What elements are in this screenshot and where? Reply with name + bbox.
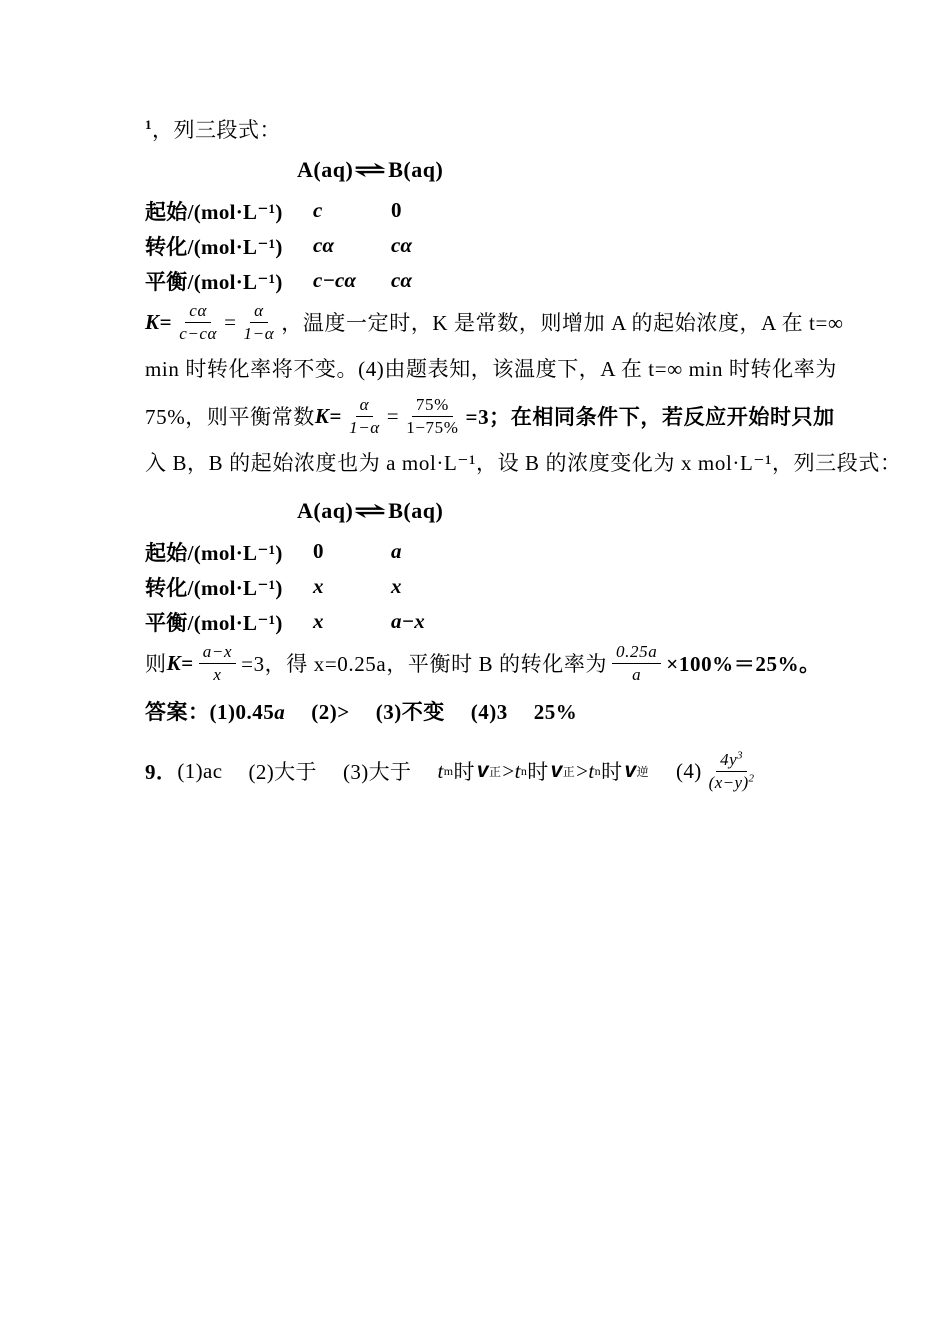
fraction-numerator: α (356, 394, 374, 416)
fraction-numerator: cα (185, 300, 211, 322)
v-variable: v (624, 759, 637, 782)
intro-line (145, 110, 815, 145)
fraction-a-minus-x-over-x (199, 641, 236, 685)
v-variable: v (550, 759, 563, 782)
answer-part-1-variable: a (274, 700, 286, 724)
q9-answer-4-label: (4) (675, 758, 702, 783)
equals-sign: = (181, 650, 194, 675)
paragraph-text: 75%，则平衡常数 (145, 405, 315, 429)
fraction-denominator: c−cα (179, 323, 218, 343)
fraction-denominator (707, 772, 757, 793)
fraction-denominator: 1−75% (406, 417, 459, 437)
row-value-a: c−cα (313, 268, 356, 292)
answer-line (145, 687, 815, 737)
fraction-numerator: a−x (199, 641, 236, 663)
fraction-numerator: α (250, 300, 268, 322)
superscript-one: 1 (145, 117, 152, 132)
paragraph-line-k2 (145, 392, 835, 440)
numerator-base: 4y (720, 750, 738, 770)
row-value-b: a (391, 539, 402, 563)
row-label: 转化/(mol·L⁻¹) (145, 575, 283, 600)
shi-character: 时 (527, 760, 549, 784)
fraction-denominator: 1−α (243, 323, 275, 343)
fraction-alpha-over-1-minus-alpha (347, 394, 382, 438)
row-label: 平衡/(mol·L⁻¹) (145, 610, 283, 635)
q9-answer-2: (2)大于 (248, 760, 317, 784)
fraction-denominator: 1−α (349, 417, 380, 437)
row-value-b: cα (391, 233, 412, 257)
fraction-numerator: 0.25a (612, 641, 661, 663)
greater-than-sign: > (576, 758, 589, 783)
paragraph-text: =3；在相同条件下，若反应开始时只加 (465, 405, 835, 429)
fraction-4y3-over-x-minus-y-squared (707, 749, 757, 793)
row-value-a: 0 (313, 539, 324, 563)
v-subscript: 正 (562, 764, 576, 779)
equation-right: B(aq) (388, 498, 444, 523)
paragraph-text: =3，得 x=0.25a，平衡时 B 的转化率为 (241, 652, 608, 676)
greater-than-sign: > (502, 758, 515, 783)
paragraph-line-k1 (145, 298, 844, 346)
equation-right: B(aq) (388, 157, 444, 182)
row-value-b: a−x (391, 609, 425, 633)
answer-part-5: 25% (533, 700, 578, 724)
v-subscript: 正 (488, 764, 502, 779)
paragraph-text: ×100%＝25%。 (666, 652, 821, 676)
answer-part-2: (2)> (311, 700, 350, 724)
equation-left: A(aq) (297, 157, 354, 182)
row-value-a: x (313, 609, 324, 633)
table-row (145, 193, 815, 228)
numerator-exponent: 3 (737, 749, 743, 762)
answer-label: 答案： (145, 700, 210, 724)
question-number: 9． (145, 760, 178, 784)
table-row (145, 263, 815, 298)
paragraph-text: ，温度一定时，K 是常数，则增加 A 的起始浓度，A 在 t=∞ (281, 311, 844, 335)
t-variable: t (437, 758, 444, 783)
v-variable: v (476, 759, 489, 782)
equilibrium-arrow-icon: ⇌ (353, 498, 388, 523)
fraction-alpha-over-1-minus-alpha (242, 300, 277, 344)
t-variable: t (588, 758, 595, 783)
fraction-75-over-1-minus-75 (404, 394, 460, 438)
reaction-equation-1 (297, 153, 815, 187)
row-value-b: 0 (391, 198, 402, 222)
row-label: 转化/(mol·L⁻¹) (145, 234, 283, 259)
equals-sign: = (224, 309, 237, 334)
table-row (145, 534, 815, 569)
q9-answer-3: (3)大于 (342, 760, 412, 784)
row-value-a: x (313, 574, 324, 598)
equilibrium-arrow-icon: ⇌ (353, 157, 388, 182)
question-9-line (145, 741, 815, 801)
equation-left: A(aq) (297, 498, 354, 523)
t-variable: t (514, 758, 521, 783)
answer-part-1: (1)0.45 (209, 700, 275, 724)
denominator-exponent: 2 (748, 771, 755, 784)
k-variable: K (145, 309, 160, 334)
fraction-denominator: x (213, 664, 222, 684)
three-stage-table-1 (145, 193, 815, 298)
table-row (145, 604, 815, 639)
table-row (145, 228, 815, 263)
equals-sign: = (159, 309, 173, 334)
row-label: 平衡/(mol·L⁻¹) (145, 269, 283, 294)
row-value-b: cα (391, 268, 412, 292)
paragraph-line-2: min 时转化率将不变。(4)由题表知，该温度下，A 在 t=∞ min 时转化率为 (145, 357, 837, 381)
equals-sign: = (329, 403, 343, 428)
fraction-ca-over-c-minus-ca (177, 300, 219, 344)
paragraph-line-4: 入 B，B 的起始浓度也为 a mol·L⁻¹，设 B 的浓度变化为 x mol·L⁻¹，列三段式： (145, 451, 902, 475)
row-value-a: cα (313, 233, 334, 257)
table-row (145, 569, 815, 604)
q9-answer-1: (1)ac (177, 758, 223, 783)
conclusion-line (145, 639, 821, 687)
k-variable: K (314, 403, 330, 428)
t-subscript: n (594, 763, 602, 778)
t-subscript: n (520, 763, 528, 778)
three-stage-table-2 (145, 534, 815, 639)
answer-part-3: (3)不变 (375, 700, 445, 724)
denominator-base: (x−y) (708, 772, 749, 792)
fraction-denominator: a (632, 664, 642, 684)
intro-line-text: ，列三段式： (152, 118, 281, 142)
v-subscript: 逆 (636, 764, 649, 779)
row-value-b: x (391, 574, 402, 598)
t-subscript: m (443, 763, 454, 778)
fraction-025a-over-a (612, 641, 661, 685)
fraction-numerator (716, 749, 747, 771)
fraction-numerator: 75% (412, 394, 453, 416)
row-label: 起始/(mol·L⁻¹) (145, 199, 283, 224)
k-variable: K (166, 650, 182, 675)
row-value-a: c (313, 198, 323, 222)
reaction-equation-2 (297, 494, 815, 528)
shi-character: 时 (601, 760, 623, 784)
paragraph-text: 则 (145, 652, 167, 676)
equals-sign: = (386, 403, 400, 428)
answer-part-4: (4)3 (470, 700, 508, 724)
shi-character: 时 (453, 760, 475, 784)
row-label: 起始/(mol·L⁻¹) (145, 540, 283, 565)
